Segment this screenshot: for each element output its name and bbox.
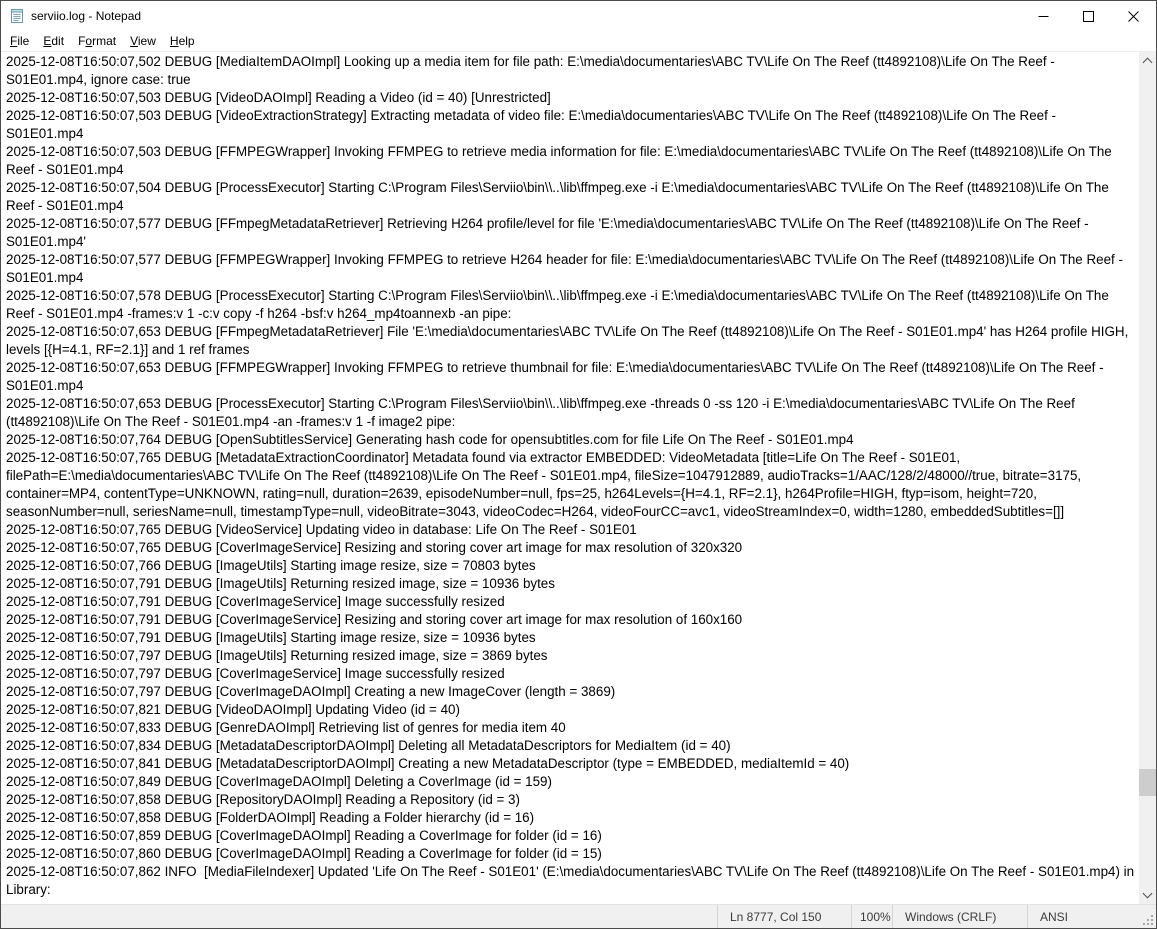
log-line: 2025-12-08T16:50:07,849 DEBUG [CoverImageDAOImpl] Deleting a CoverImage (id = 159) bbox=[6, 774, 552, 789]
maximize-button[interactable] bbox=[1066, 2, 1111, 31]
log-line: 2025-12-08T16:50:07,764 DEBUG [OpenSubtitlesService] Generating hash code for opensubtitles.com for file Life On The Reef - S01E01.mp4 bbox=[6, 432, 854, 447]
window-title: serviio.log - Notepad bbox=[31, 9, 142, 23]
maximize-icon bbox=[1083, 11, 1094, 22]
log-line: 2025-12-08T16:50:07,503 DEBUG [FFMPEGWrapper] Invoking FFMPEG to retrieve media information for file: E:\media\documentaries\ABC TV\Life On The Reef (tt4892108)\Life On The Reef - S01E01.mp4 bbox=[6, 144, 1116, 177]
editor-area bbox=[1, 52, 1156, 904]
status-spacer bbox=[1, 905, 717, 928]
scroll-down-button[interactable] bbox=[1139, 887, 1156, 904]
log-line: 2025-12-08T16:50:07,833 DEBUG [GenreDAOImpl] Retrieving list of genres for media item 40 bbox=[6, 720, 566, 735]
log-line: 2025-12-08T16:50:07,503 DEBUG [VideoExtractionStrategy] Extracting metadata of video file: E:\media\documentaries\ABC TV\Life On The Reef (tt4892108)\Life On The Reef - S01E01.mp4 bbox=[6, 108, 1060, 141]
minimize-button[interactable] bbox=[1021, 2, 1066, 31]
log-line: 2025-12-08T16:50:07,577 DEBUG [FFMPEGWrapper] Invoking FFMPEG to retrieve H264 header for file: E:\media\documentaries\ABC TV\Life On The Reef (tt4892108)\Life On The Reef - S01E01.mp4 bbox=[6, 252, 1127, 285]
menu-item-file[interactable]: File bbox=[10, 33, 30, 48]
status-cursor-position bbox=[717, 905, 851, 928]
log-line: 2025-12-08T16:50:07,653 DEBUG [ProcessExecutor] Starting C:\Program Files\Serviio\bin\\..\lib\ffmpeg.exe -threads 0 -ss 120 -i E:\media\documentaries\ABC TV\Life On The Reef (tt4892108)\Life On The Reef - S01E01.mp4 -an -frames:v 1 -f image2 pipe: bbox=[6, 396, 1079, 429]
close-button[interactable] bbox=[1111, 2, 1156, 31]
log-line: 2025-12-08T16:50:07,797 DEBUG [CoverImageService] Image successfully resized bbox=[6, 666, 505, 681]
resize-grip-icon[interactable] bbox=[1143, 915, 1154, 926]
menu-item-view[interactable]: View bbox=[130, 33, 156, 48]
log-line: 2025-12-08T16:50:07,791 DEBUG [CoverImageService] Image successfully resized bbox=[6, 594, 505, 609]
log-line: 2025-12-08T16:50:07,653 DEBUG [FFmpegMetadataRetriever] File 'E:\media\documentaries\ABC TV\Life On The Reef (tt4892108)\Life On The Reef - S01E01.mp4' has H264 profile HIGH, levels [{H=4.1, RF=2.1}] and 1 ref frames bbox=[6, 324, 1133, 357]
log-line: 2025-12-08T16:50:07,578 DEBUG [ProcessExecutor] Starting C:\Program Files\Serviio\bin\\..\lib\ffmpeg.exe -i E:\media\documentaries\ABC TV\Life On The Reef (tt4892108)\Life On The Reef - S01E01.mp4 -frames:v 1 -c:v copy -f h264 -bsf:v h264_mp4toannexb -an pipe: bbox=[6, 288, 1113, 321]
scrollbar-thumb[interactable] bbox=[1139, 769, 1156, 796]
line-ending-text: Windows (CRLF) bbox=[905, 909, 997, 924]
menu-item-edit[interactable]: Edit bbox=[43, 33, 65, 48]
log-line: 2025-12-08T16:50:07,841 DEBUG [MetadataDescriptorDAOImpl] Creating a new MetadataDescriptor (type = EMBEDDED, mediaItemId = 40) bbox=[6, 756, 850, 771]
log-line: 2025-12-08T16:50:07,504 DEBUG [ProcessExecutor] Starting C:\Program Files\Serviio\bin\\..\lib\ffmpeg.exe -i E:\media\documentaries\ABC TV\Life On The Reef (tt4892108)\Life On The Reef - S01E01.mp4 bbox=[6, 180, 1113, 213]
menubar bbox=[1, 31, 1156, 52]
scroll-up-button[interactable] bbox=[1139, 52, 1156, 69]
log-line: 2025-12-08T16:50:07,797 DEBUG [ImageUtils] Returning resized image, size = 3869 bytes bbox=[6, 648, 548, 663]
status-line-ending bbox=[892, 905, 1027, 928]
menu-item-format[interactable]: Format bbox=[78, 33, 117, 48]
cursor-position-text: Ln 8777, Col 150 bbox=[730, 909, 822, 924]
log-line: 2025-12-08T16:50:07,797 DEBUG [CoverImageDAOImpl] Creating a new ImageCover (length = 3869) bbox=[6, 684, 616, 699]
zoom-level-text: 100% bbox=[860, 909, 891, 924]
status-encoding bbox=[1027, 905, 1156, 928]
close-icon bbox=[1128, 11, 1139, 22]
status-zoom-level bbox=[851, 905, 892, 928]
menu-item-help[interactable]: Help bbox=[169, 33, 195, 48]
log-line: 2025-12-08T16:50:07,766 DEBUG [ImageUtils] Starting image resize, size = 70803 bytes bbox=[6, 558, 536, 573]
log-line: 2025-12-08T16:50:07,791 DEBUG [ImageUtils] Returning resized image, size = 10936 bytes bbox=[6, 576, 555, 591]
log-line: 2025-12-08T16:50:07,503 DEBUG [VideoDAOImpl] Reading a Video (id = 40) [Unrestricted] bbox=[6, 90, 551, 105]
log-line: 2025-12-08T16:50:07,858 DEBUG [RepositoryDAOImpl] Reading a Repository (id = 3) bbox=[6, 792, 520, 807]
notepad-icon bbox=[9, 8, 25, 24]
log-line: 2025-12-08T16:50:07,765 DEBUG [MetadataExtractionCoordinator] Metadata found via extractor EMBEDDED: VideoMetadata [title=Life On The Reef - S01E01, filePath=E:\media\documentaries\ABC TV\Life On The Reef (tt4892108)\Life On The Reef - S01E01.mp4, fileSize=1047912889, audioTracks=1/AAC/128/2/48000//true, bitrate=3175, container=MP4, contentType=UNKNOWN, rating=null, duration=2639, episodeNumber=null, fps=25, h264Levels={H=4.1, RF=2.1}, h264Profile=HIGH, ftyp=isom, height=720, seasonNumber=null, seriesName=null, timestampType=null, videoBitrate=3043, videoCodec=H264, videoFourCC=avc1, videoStreamIndex=0, width=1280, embeddedSubtitles=[]] bbox=[6, 450, 1085, 519]
log-line: 2025-12-08T16:50:07,859 DEBUG [CoverImageDAOImpl] Reading a CoverImage for folder (id = 16) bbox=[6, 828, 602, 843]
log-line: 2025-12-08T16:50:07,502 DEBUG [MediaItemDAOImpl] Looking up a media item for file path: E:\media\documentaries\ABC TV\Life On The Reef (tt4892108)\Life On The Reef - S01E01.mp4, ignore case: true bbox=[6, 54, 1059, 87]
text-editor[interactable] bbox=[1, 52, 1139, 904]
log-line: 2025-12-08T16:50:07,860 DEBUG [CoverImageDAOImpl] Reading a CoverImage for folder (id = 15) bbox=[6, 846, 602, 861]
log-line: 2025-12-08T16:50:07,765 DEBUG [VideoService] Updating video in database: Life On The Reef - S01E01 bbox=[6, 522, 637, 537]
log-line: 2025-12-08T16:50:07,791 DEBUG [ImageUtils] Starting image resize, size = 10936 bytes bbox=[6, 630, 536, 645]
window-titlebar[interactable] bbox=[1, 1, 1156, 31]
minimize-icon bbox=[1038, 11, 1049, 22]
encoding-text: ANSI bbox=[1040, 909, 1069, 924]
vertical-scrollbar[interactable] bbox=[1139, 52, 1156, 904]
log-line: 2025-12-08T16:50:07,858 DEBUG [FolderDAOImpl] Reading a Folder hierarchy (id = 16) bbox=[6, 810, 535, 825]
log-line: 2025-12-08T16:50:07,765 DEBUG [CoverImageService] Resizing and storing cover art image for max resolution of 320x320 bbox=[6, 540, 743, 555]
log-line: 2025-12-08T16:50:07,791 DEBUG [CoverImageService] Resizing and storing cover art image for max resolution of 160x160 bbox=[6, 612, 743, 627]
log-line: 2025-12-08T16:50:07,653 DEBUG [FFMPEGWrapper] Invoking FFMPEG to retrieve thumbnail for file: E:\media\documentaries\ABC TV\Life On The Reef (tt4892108)\Life On The Reef - S01E01.mp4 bbox=[6, 360, 1108, 393]
log-line: 2025-12-08T16:50:07,821 DEBUG [VideoDAOImpl] Updating Video (id = 40) bbox=[6, 702, 460, 717]
chevron-down-icon bbox=[1143, 889, 1153, 899]
log-line: 2025-12-08T16:50:07,862 INFO [MediaFileIndexer] Updated 'Life On The Reef - S01E01' (E:\media\documentaries\ABC TV\Life On The Reef (tt4892108)\Life On The Reef - S01E01.mp4) in Library: bbox=[6, 864, 1138, 897]
log-line: 2025-12-08T16:50:07,577 DEBUG [FFmpegMetadataRetriever] Retrieving H264 profile/level for file 'E:\media\documentaries\ABC TV\Life On The Reef (tt4892108)\Life On The Reef - S01E01.mp4' bbox=[6, 216, 1093, 249]
statusbar bbox=[1, 904, 1156, 928]
log-line: 2025-12-08T16:50:07,834 DEBUG [MetadataDescriptorDAOImpl] Deleting all MetadataDescriptors for MediaItem (id = 40) bbox=[6, 738, 731, 753]
chevron-up-icon bbox=[1143, 58, 1153, 68]
